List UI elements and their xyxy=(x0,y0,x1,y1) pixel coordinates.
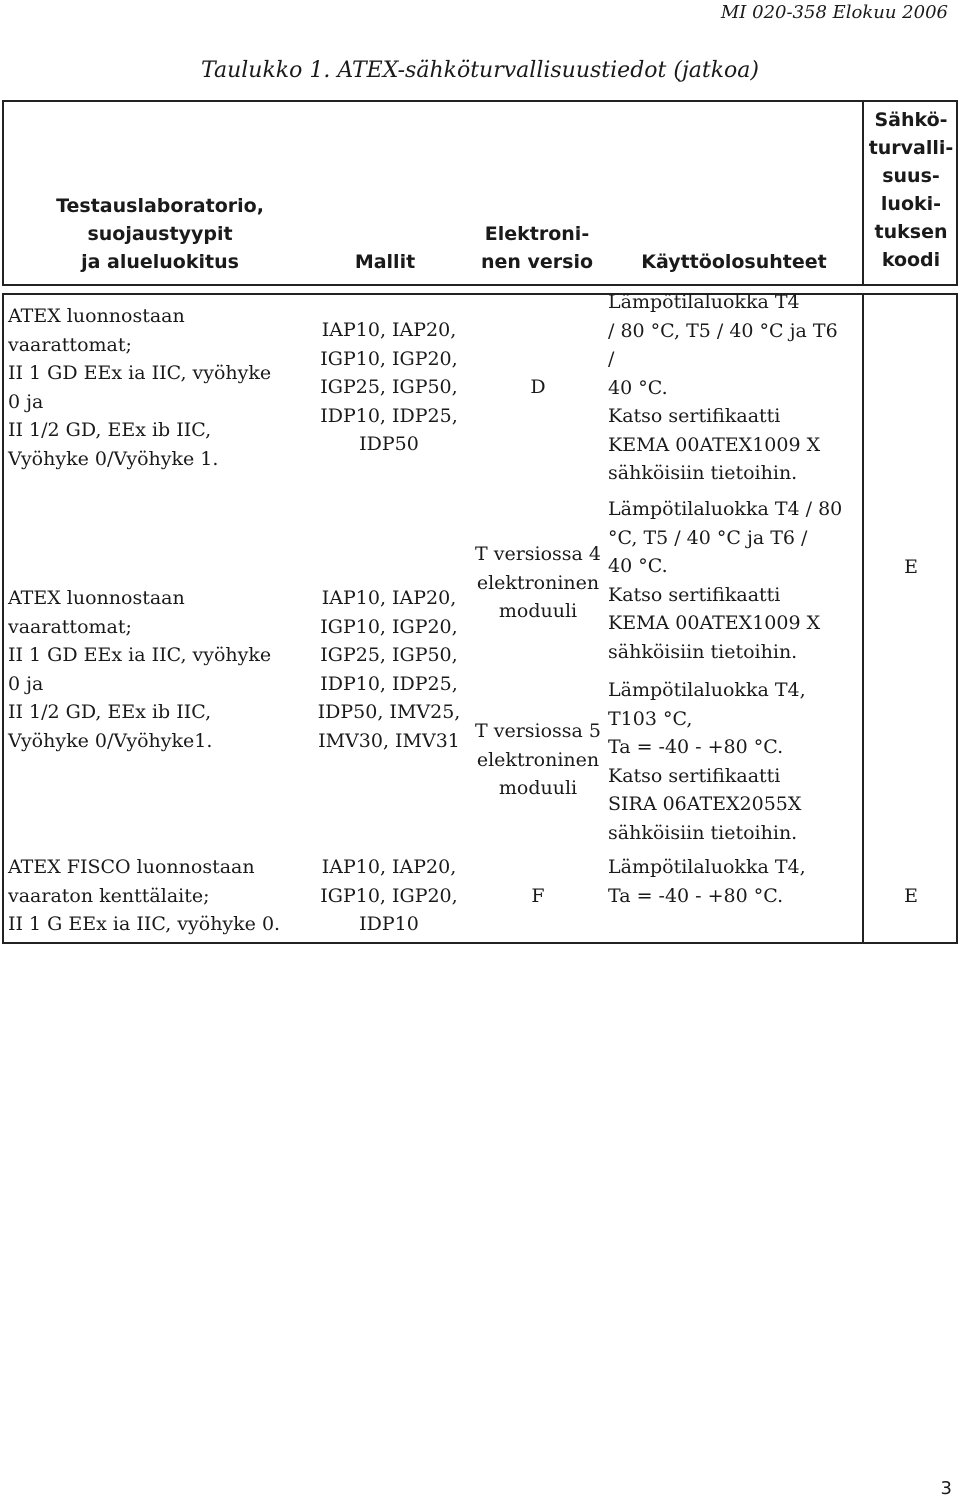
row3-models: IAP10, IAP20, IGP10, IGP20, IDP10 xyxy=(320,856,458,935)
document-reference: MI 020-358 Elokuu 2006 xyxy=(720,2,948,23)
row3-code: E xyxy=(904,885,918,907)
row2-lab: ATEX luonnostaan vaarattomat; II 1 GD EEx ia IIC, vyöhyke 0 ja II 1/2 GD, EEx ib IIC, Vyöhyke 0/Vyöhyke1. xyxy=(8,587,272,752)
row2-conditions-version5: Lämpötilaluokka T4, T103 °C, Ta = -40 - +80 °C. Katso sertifikaatti SIRA 06ATEX2055X sähköisiin tietoihin. xyxy=(608,679,806,844)
row1-lab: ATEX luonnostaan vaarattomat; II 1 GD EEx ia IIC, vyöhyke 0 ja II 1/2 GD, EEx ib IIC, Vyöhyke 0/Vyöhyke 1. xyxy=(8,305,272,470)
row2-electronic-version5: T versiossa 5 elektroninen moduuli xyxy=(475,720,601,799)
row2-conditions-version4: Lämpötilaluokka T4 / 80 °C, T5 / 40 °C ja T6 / 40 °C. Katso sertifikaatti KEMA 00ATEX1009 X sähköisiin tietoihin. xyxy=(608,498,843,663)
row2-code: E xyxy=(904,556,918,578)
header-electronic: Elektroni- nen versio xyxy=(480,223,594,273)
row2-models: IAP10, IAP20, IGP10, IGP20, IGP25, IGP50, IDP10, IDP25, IDP50, IMV25, IMV30, IMV31 xyxy=(317,587,461,752)
row2-electronic-version4: T versiossa 4 elektroninen moduuli xyxy=(475,543,601,622)
row1-electronic: D xyxy=(530,376,546,398)
page-number: 3 xyxy=(940,1478,952,1499)
header-conditions: Käyttöolosuhteet xyxy=(641,251,827,273)
row1-models: IAP10, IAP20, IGP10, IGP20, IGP25, IGP50, IDP10, IDP25, IDP50 xyxy=(320,319,458,455)
table-caption: Taulukko 1. ATEX-sähköturvallisuustiedot (jatkoa) xyxy=(200,58,759,83)
row3-lab: ATEX FISCO luonnostaan vaaraton kenttälaite; II 1 G EEx ia IIC, vyöhyke 0. xyxy=(8,856,281,935)
row3-electronic: F xyxy=(531,885,545,907)
code-column-divider-body xyxy=(862,293,864,944)
header-models: Mallit xyxy=(354,251,416,273)
row3-conditions: Lämpötilaluokka T4, Ta = -40 - +80 °C. xyxy=(608,856,806,907)
header-code: Sähkö- turvalli- suus- luoki- tuksen koodi xyxy=(868,109,954,271)
header-lab: Testauslaboratorio, suojaustyypit ja alueluokitus xyxy=(56,195,264,273)
row1-conditions: Lämpötilaluokka T4 / 80 °C, T5 / 40 °C ja T6 / 40 °C. Katso sertifikaatti KEMA 00ATEX1009 X sähköisiin tietoihin. xyxy=(608,291,838,484)
